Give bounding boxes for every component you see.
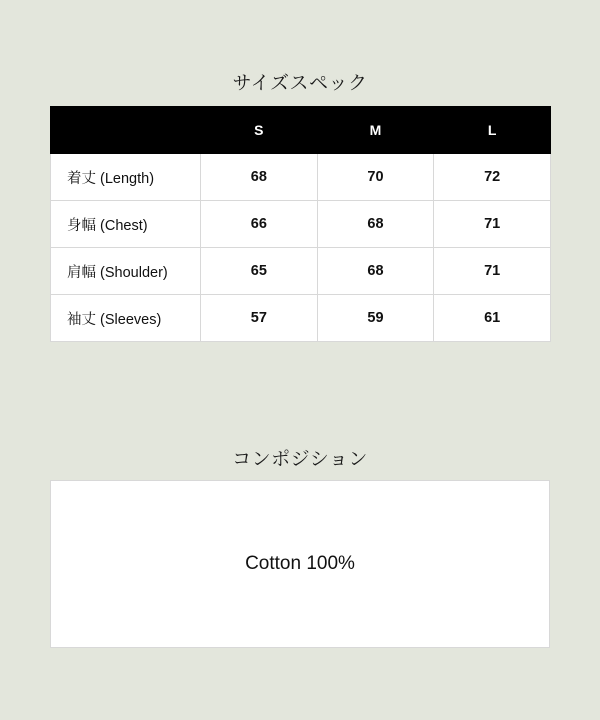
cell-sleeves-l: 61: [434, 295, 551, 342]
cell-sleeves-s: 57: [201, 295, 318, 342]
size-spec-table: [50, 106, 551, 342]
cell-sleeves-m: 59: [317, 295, 434, 342]
column-header-l: L: [434, 107, 551, 154]
table-header: [51, 107, 551, 154]
cell-length-m: 70: [317, 154, 434, 201]
cell-chest-m: 68: [317, 201, 434, 248]
row-label-length: 着丈 (Length): [51, 154, 201, 201]
cell-chest-l: 71: [434, 201, 551, 248]
table-row: [51, 201, 551, 248]
column-header-blank: [51, 107, 201, 154]
cell-chest-s: 66: [201, 201, 318, 248]
cell-length-l: 72: [434, 154, 551, 201]
table-row: [51, 154, 551, 201]
composition-text: Cotton 100%: [245, 553, 355, 574]
cell-shoulder-l: 71: [434, 248, 551, 295]
size-spec-title: サイズスペック: [232, 73, 368, 94]
table-header-row: [51, 107, 551, 154]
cell-shoulder-m: 68: [317, 248, 434, 295]
row-label-shoulder: 肩幅 (Shoulder): [51, 248, 201, 295]
row-label-sleeves: 袖丈 (Sleeves): [51, 295, 201, 342]
table-row: [51, 248, 551, 295]
column-header-m: M: [317, 107, 434, 154]
cell-length-s: 68: [201, 154, 318, 201]
column-header-s: S: [201, 107, 318, 154]
composition-panel: [50, 480, 550, 648]
table-row: [51, 295, 551, 342]
row-label-chest: 身幅 (Chest): [51, 201, 201, 248]
table-body: [51, 154, 551, 342]
composition-title: コンポジション: [232, 449, 368, 470]
cell-shoulder-s: 65: [201, 248, 318, 295]
